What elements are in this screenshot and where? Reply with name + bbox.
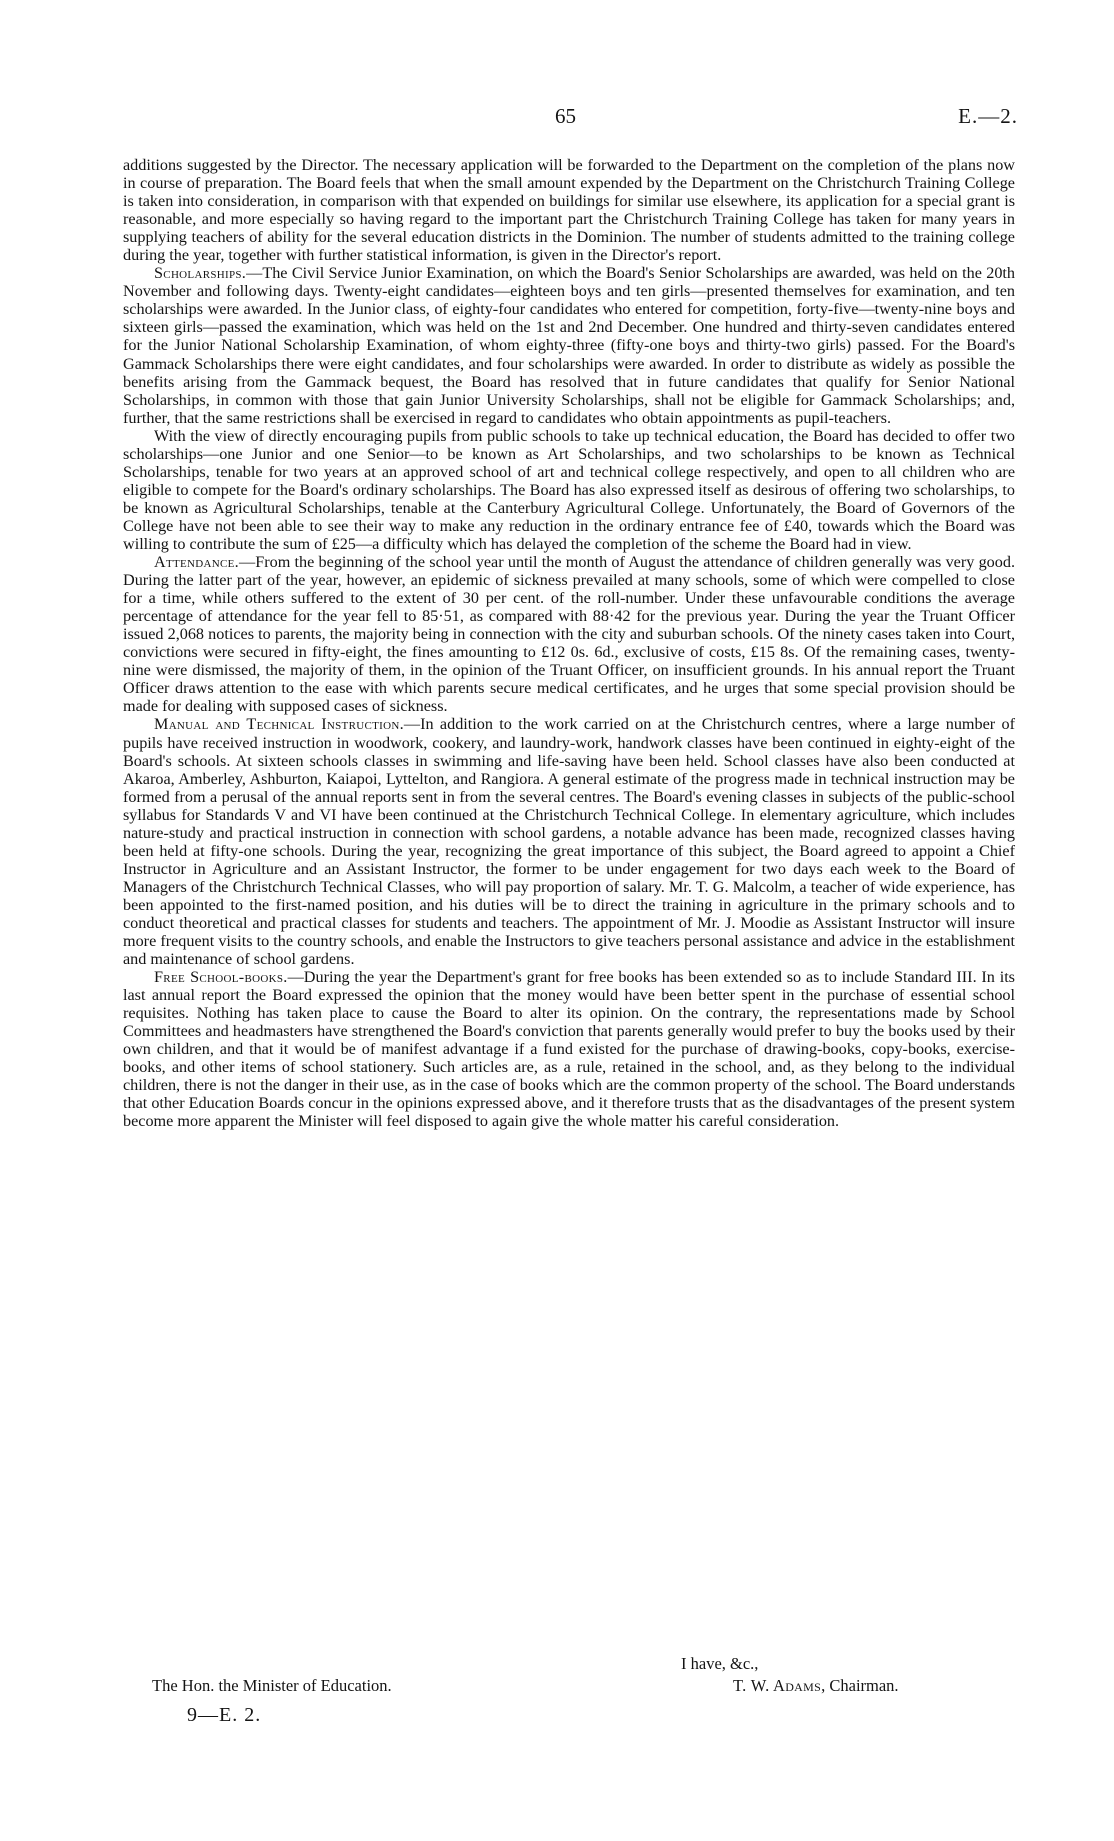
- paragraph-text: —During the year the Department's grant for free books has been extended so as to include Standard III. In its last annual report the Board expressed the opinion that the money would have been better spent in the purchase of essential school requisites. Nothing has taken place to cause the Board to alter its opinion. On the contrary, the representations made by School Committees and headmasters have strengthened the Board's conviction that parents generally would prefer to buy the books used by their own children, and that it would be of manifest advantage if a fund existed for the purchase of drawing-books, copy-books, exercise-books, and other items of school stationery. Such articles are, as a rule, retained in the school, and, as they belong to the individual children, there is not the danger in their use, as in the case of books which are the common property of the school. The Board understands that other Education Boards concur in the opinions expressed above, and it therefore trusts that as the disadvantages of the present system become more apparent the Minister will feel disposed to again give the whole matter his careful consideration.: [123, 968, 1015, 1131]
- paragraph-text: —In addition to the work carried on at the Christchurch centres, where a large number of pupils have received instruction in woodwork, cookery, and laundry-work, handwork classes have been continued in eighty-eight of the Board's schools. At sixteen schools classes in swimming and life-saving have been held. School classes have also been conducted at Akaroa, Amberley, Ashburton, Kaiapoi, Lyttelton, and Rangiora. A general estimate of the progress made in technical instruction may be formed from a perusal of the annual reports sent in from the several centres. The Board's evening classes in subjects of the public-school syllabus for Standards V and VI have been continued at the Christchurch Technical College. In elementary agriculture, which includes nature-study and practical instruction in connection with school gardens, a notable advance has been made, recognized classes having been held at fifty-one schools. During the year, recognizing the great importance of this subject, the Board agreed to appoint a Chief Instructor in Agriculture and an Assistant Instructor, the former to be under engagement for two days each week to the Board of Managers of the Christchurch Technical Classes, who will pay proportion of salary. Mr. T. G. Malcolm, a teacher of wide experience, has been appointed to the first-named position, and his duties will be to direct the training in agriculture in the primary schools and to conduct theoretical and practical classes for students and teachers. The appointment of Mr. J. Moodie as Assistant Instructor will insure more frequent visits to the country schools, and enable the Instructors to give teachers personal assistance and advice in the establishment and maintenance of school gardens.: [123, 715, 1015, 969]
- signature-name: T. W. Adams: [733, 1676, 822, 1695]
- paragraph-technical-scholarships: [123, 427, 1015, 553]
- section-heading-free-school-books: Free School-books.: [154, 968, 288, 987]
- report-body: [123, 156, 1015, 1131]
- section-heading-attendance: Attendance.: [154, 553, 240, 572]
- section-heading-scholarships: Scholarships.: [154, 264, 247, 283]
- addressee: The Hon. the Minister of Education.: [152, 1676, 392, 1695]
- footer-reference: 9—E. 2.: [187, 1704, 262, 1726]
- page-header: [0, 104, 1114, 134]
- paragraph-manual-technical: [123, 715, 1015, 968]
- signature-title: , Chairman.: [821, 1676, 899, 1695]
- paragraph-text: additions suggested by the Director. The necessary application will be forwarded to the Department on the completion of the plans now in course of preparation. The Board feels that when the small amount expended by the Department on the Christchurch Training College is taken into consideration, in comparison with that expended on buildings for similar use elsewhere, its application for a special grant is reasonable, and more especially so having regard to the important part the Christchurch Training College has taken for many years in supplying teachers of ability for the several education districts in the Dominion. The number of students admitted to the training college during the year, together with further statistical information, is given in the Director's report.: [123, 156, 1015, 265]
- paragraph-text: —From the beginning of the school year until the month of August the attendance of children generally was very good. During the latter part of the year, however, an epidemic of sickness prevailed at many schools, some of which were compelled to close for a time, while others suffered to the extent of 30 per cent. of the roll-number. Under these unfavourable conditions the average percentage of attendance for the year fell to 85·51, as compared with 88·42 for the previous year. During the year the Truant Officer issued 2,068 notices to parents, the majority being in connection with the city and suburban schools. Of the ninety cases taken into Court, convictions were secured in fifty-eight, the fines amounting to £12 0s. 6d., exclusive of costs, £15 8s. Of the remaining cases, twenty-nine were dismissed, the majority of them, in the opinion of the Truant Officer, on insufficient grounds. In his annual report the Truant Officer draws attention to the ease with which parents secure medical certificates, and he urges that some special provision should be made for dealing with supposed cases of sickness.: [123, 553, 1015, 716]
- paragraph-additions: [123, 156, 1015, 264]
- closing-line: I have, &c.,: [681, 1654, 759, 1673]
- page-number: 65: [555, 104, 576, 128]
- paragraph-attendance: [123, 553, 1015, 715]
- signature: [733, 1676, 899, 1696]
- paragraph-text: —The Civil Service Junior Examination, on which the Board's Senior Scholarships are awarded, was held on the 20th November and following days. Twenty-eight candidates—eighteen boys and ten girls—presented themselves for examination, and ten scholarships were awarded. In the Junior class, of eighty-four candidates who entered for competition, forty-five—twenty-nine boys and sixteen girls—passed the examination, which was held on the 1st and 2nd December. One hundred and thirty-seven candidates entered for the Junior National Scholarship Examination, of whom eighty-three (fifty-one boys and thirty-two girls) passed. For the Board's Gammack Scholarships there were eight candidates, and four scholarships were awarded. In order to distribute as widely as possible the benefits arising from the Gammack bequest, the Board has resolved that in future candidates that qualify for Senior National Scholarships, in common with those that gain Junior University Scholarships, shall not be eligible for Gammack Scholarships; and, further, that the same restrictions shall be exercised in regard to candidates who obtain appointments as pupil-teachers.: [123, 264, 1015, 427]
- paragraph-text: With the view of directly encouraging pupils from public schools to take up technical education, the Board has decided to offer two scholarships—one Junior and one Senior—to be known as Art Scholarships, and two scholarships to be known as Technical Scholarships, tenable for two years at an approved school of art and technical college respectively, and open to all children who are eligible to compete for the Board's ordinary scholarships. The Board has also expressed itself as desirous of offering two scholarships, to be known as Agricultural Scholarships, tenable at the Canterbury Agricultural College. Unfortunately, the Board of Governors of the College have not been able to see their way to make any reduction in the ordinary entrance fee of £40, towards which the Board was willing to contribute the sum of £25—a difficulty which has delayed the completion of the scheme the Board had in view.: [123, 426, 1015, 553]
- paragraph-free-school-books: [123, 968, 1015, 1130]
- document-reference: E.—2.: [958, 104, 1018, 128]
- paragraph-scholarships: [123, 264, 1015, 426]
- section-heading-manual-technical: Manual and Technical Instruction.: [154, 715, 404, 734]
